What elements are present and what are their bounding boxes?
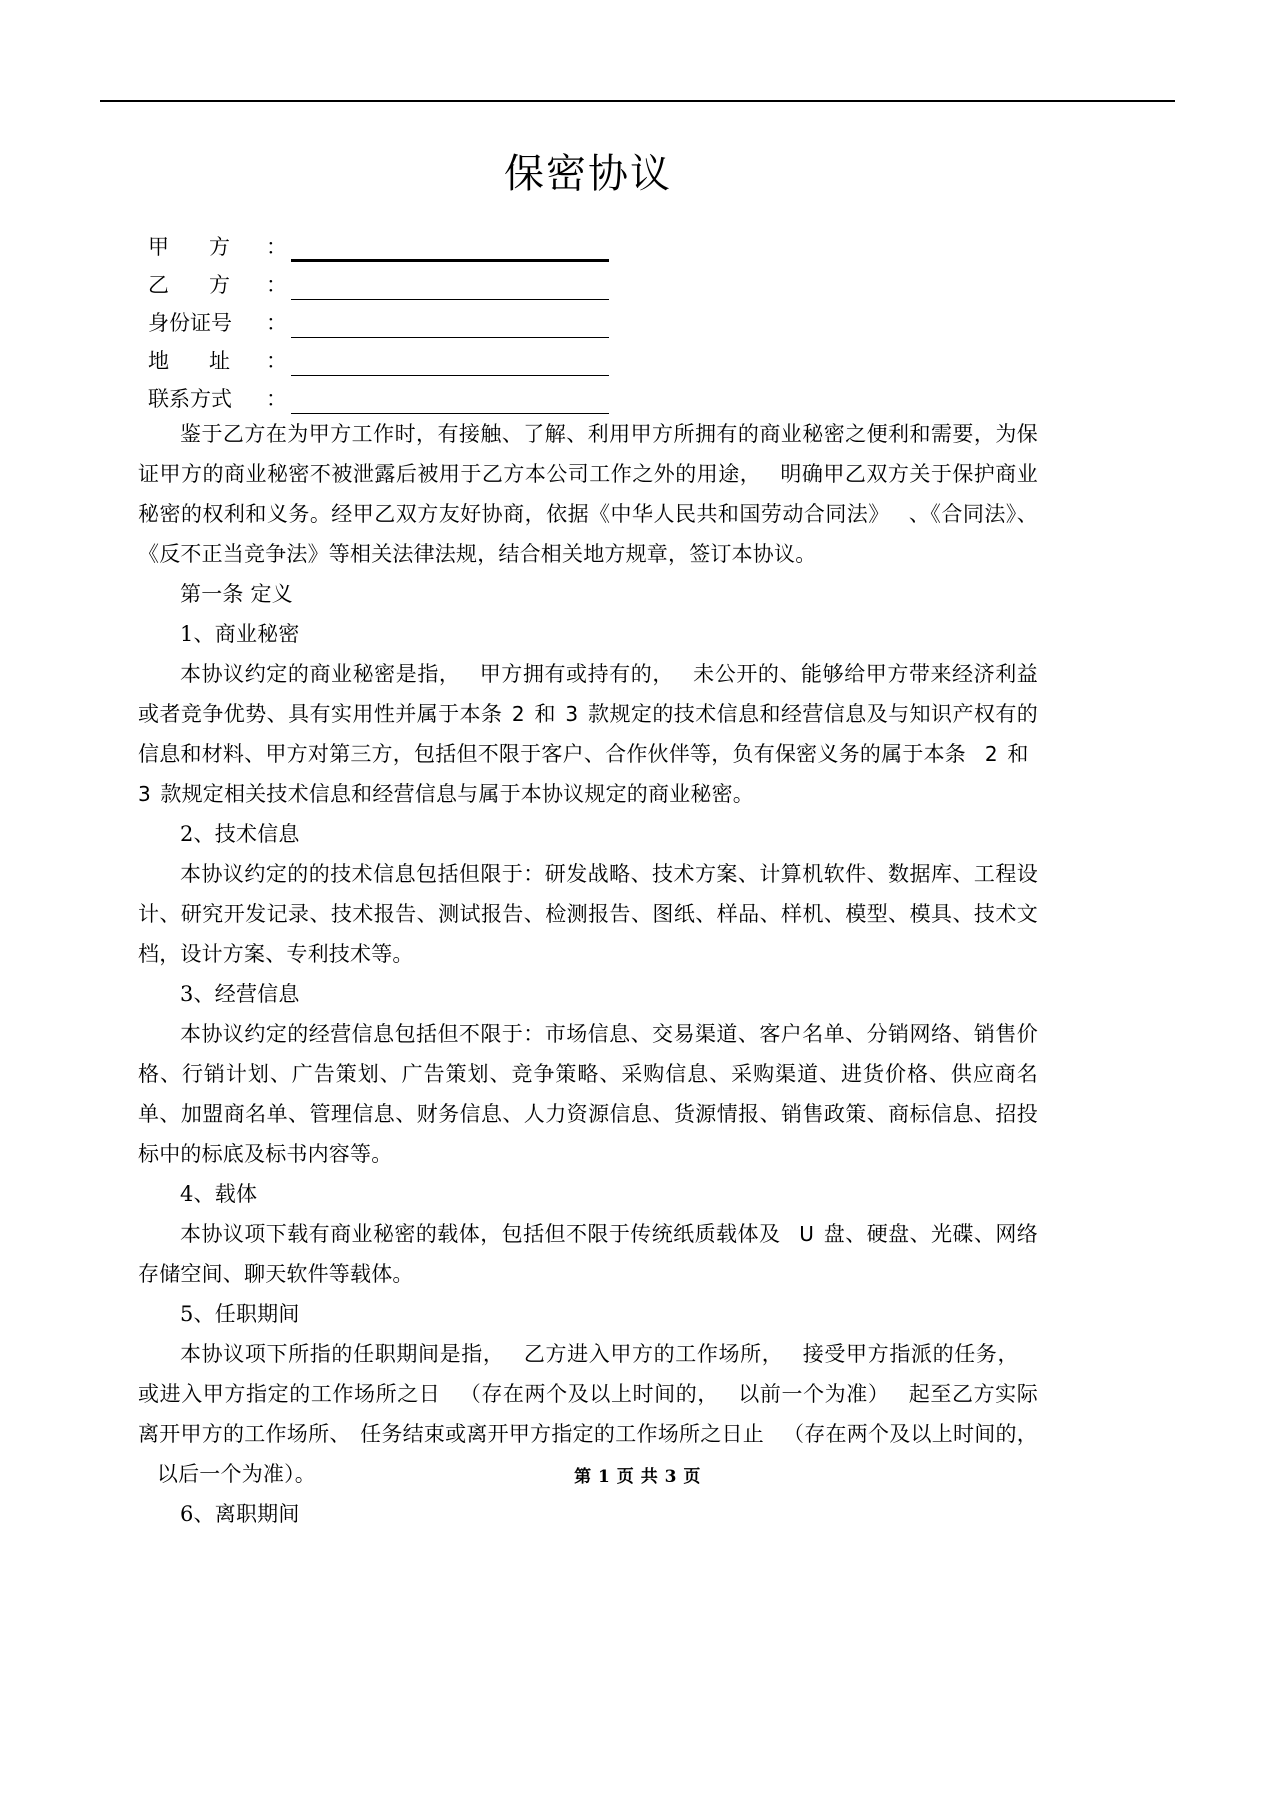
item-5-body-i: （存在两个及以上时间的， [782,1422,1038,1446]
item-5-body-g: 起至乙方实际离开甲方的工作场所、 [138,1382,1038,1446]
item-5-body-b: 乙方进入甲方的工作场所， [523,1342,784,1366]
item-1-body-e: 款规定相关技术信息和经营信息与属于本协议规定的商业秘密。 [160,782,754,806]
document-content [138,130,1038,1534]
item-1-body [138,654,1038,814]
label-contact: 联系方式 [148,387,232,411]
preamble-line-2: 明确甲乙双方关于保护商业秘密的权利和义务。经甲乙双方友好协商，依据《中华人民共和国劳动合同法》 [138,462,1038,526]
preamble-line-1: 鉴于乙方在为甲方工作时，有接触、了解、利用甲方所拥有的商业秘密之便利和需要，为保证甲方的商业秘密不被泄露后被用于乙方本公司工作之外的用途， [138,422,1038,486]
item-1-ref-mid-2: 和 [1007,742,1029,766]
item-5-body-c: 接受甲方指派的任务， [802,1342,1020,1366]
item-1-ref-mid-1: 和 [534,702,556,726]
form-row-address [148,338,1038,376]
page-footer: 第 1 页 共 3 页 [574,1467,701,1487]
item-4-usb-label: U [799,1222,815,1246]
colon-party-a: ： [266,235,287,259]
item-2-number: 2、 [180,822,215,846]
item-5-title: 任职期间 [214,1302,300,1326]
form-row-party-b [148,262,1038,300]
item-2-body: 本协议约定的的技术信息包括但限于：研发战略、技术方案、计算机软件、数据库、工程设计、研究开发记录、技术报告、测试报告、检测报告、图纸、样品、样机、模型、模具、技术文档，设计方案、专利技术等。 [138,862,1038,966]
item-6-heading [138,1494,1038,1534]
colon-party-b: ： [266,273,287,297]
item-6-title: 离职期间 [214,1502,300,1526]
item-4-body-b: 盘、硬盘、光碟、网络存储空间、聊天软件等载体。 [138,1222,1038,1286]
item-5-body-a: 本协议项下所指的任职期间是指， [180,1342,505,1366]
header-divider [100,100,1175,102]
input-id-number[interactable] [291,311,609,338]
form-row-party-a [148,224,1038,262]
item-1-number: 1、 [180,622,215,646]
label-party-b: 乙 方 [148,273,231,297]
item-5-heading [138,1294,1038,1334]
label-id-number: 身份证号 [148,311,232,335]
item-4-number: 4、 [180,1182,215,1206]
item-1-body-b: 甲方拥有或持有的， [479,662,674,686]
colon-contact: ： [266,387,287,411]
item-1-body-c: 未公开的、能够给甲方带来经济利益或者竞争优势、具有实用性并属于本条 [138,662,1038,726]
item-2-title: 技术信息 [214,822,300,846]
item-2-heading [138,814,1038,854]
label-address: 地 址 [148,349,231,373]
item-4-body [138,1214,1038,1294]
preamble-line-3: 、《合同法》、《反不正当竞争法》等相关法律法规，结合相关地方规章，签订本协议。 [138,502,1038,566]
item-5-number: 5、 [180,1302,215,1326]
colon-id-number: ： [266,311,287,335]
item-4-title: 载体 [214,1182,258,1206]
item-4-body-a: 本协议项下载有商业秘密的载体，包括但不限于传统纸质载体及 [180,1222,781,1246]
page-title: 保密协议 [504,151,672,197]
item-1-title: 商业秘密 [214,622,300,646]
article-one-heading: 第一条 定义 [180,582,293,606]
item-1-body-d: 款规定的技术信息和经营信息及与知识产权有的信息和材料、甲方对第三方，包括但不限于客户、合作伙伴等，负有保密义务的属于本条 [138,702,1038,766]
label-party-a: 甲 方 [148,235,231,259]
party-info-form [148,224,1038,414]
item-5-body-j: 以后一个为准）。 [156,1462,316,1486]
item-1-heading [138,614,1038,654]
item-5-body-d: 或进入甲方指定的工作场所之日 [138,1382,441,1406]
item-1-ref-num-1: 2 [511,702,525,726]
input-address[interactable] [291,349,609,376]
item-5-body-f: 以前一个为准） [737,1382,890,1406]
input-party-a[interactable] [291,233,609,262]
item-3-title: 经营信息 [214,982,300,1006]
item-5-body-e: （存在两个及以上时间的， [459,1382,719,1406]
item-4-heading [138,1174,1038,1214]
preamble-paragraph [138,414,1038,574]
form-row-contact [148,376,1038,414]
item-1-ref-num-4: 3 [138,782,151,806]
item-3-body: 本协议约定的经营信息包括但不限于：市场信息、交易渠道、客户名单、分销网络、销售价格、行销计划、广告策划、广告策划、竞争策略、采购信息、采购渠道、进货价格、供应商名单、加盟商名单、管理信息、财务信息、人力资源信息、货源情报、销售政策、商标信息、招投标中的标底及标书内容等。 [138,1022,1038,1166]
form-row-id-number [148,300,1038,338]
item-1-ref-num-2: 3 [565,702,579,726]
item-6-number: 6、 [180,1502,215,1526]
input-party-b[interactable] [291,273,609,300]
item-1-body-a: 本协议约定的商业秘密是指， [180,662,461,686]
input-contact[interactable] [291,387,609,414]
item-3-number: 3、 [180,982,215,1006]
item-1-ref-num-3: 2 [984,742,998,766]
colon-address: ： [266,349,287,373]
item-5-body-h: 任务结束或离开甲方指定的工作场所之日止 [360,1422,764,1446]
item-3-heading [138,974,1038,1014]
